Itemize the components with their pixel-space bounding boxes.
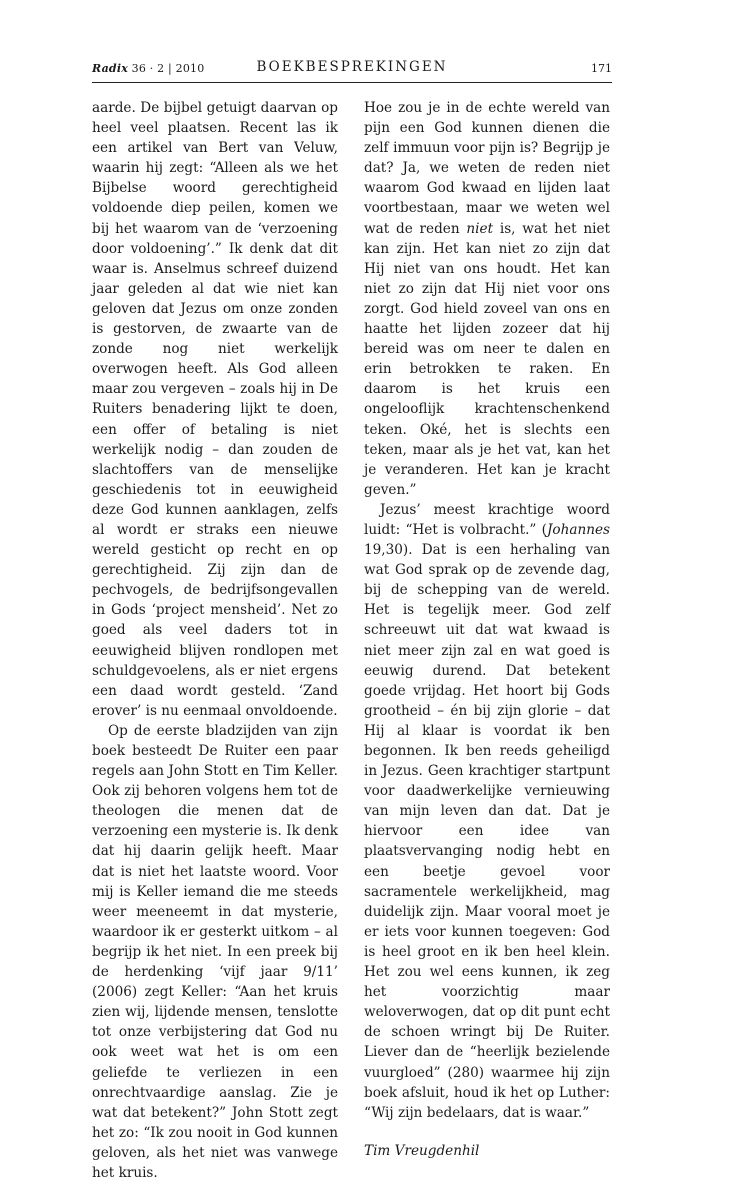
emphasis: niet: [466, 220, 494, 237]
paragraph: aarde. De bijbel getuigt daarvan op heel veel plaatsen. Recent las ik een artikel van Bert van Veluw, waarin hij zegt: “Alleen als we het Bijbelse woord gerechtigheid voldoende diep peilen, komen we bij het waarom van de ‘verzoening door voldoening’.” Ik denk dat dit waar is. Anselmus schreef duizend jaar geleden al dat wie niet kan geloven dat Jezus om onze zonden is gestorven, de zwaarte van de zonde nog niet werkelijk overwogen heeft. Als God alleen maar zou vergeven – zoals hij in De Ruiters benadering lijkt te doen, een offer of betaling is niet werkelijk nodig – dan zouden de slachtoffers van de menselijke geschiedenis tot in eeuwigheid deze God kunnen aanklagen, zelfs al wordt er straks een nieuwe wereld gesticht op recht en op gerechtigheid. Zij zijn dan de pechvogels, de bedrijfsongevallen in Gods ‘project mensheid’. Net zo goed als veel daders tot in eeuwigheid blijven rondlopen met schuldgevoelens, als er niet ergens een daad wordt gesteld. ‘Zand erover’ is nu eenmaal onvoldoende.: [92, 100, 338, 719]
paragraph: [364, 500, 610, 1123]
text-run: 19,30). Dat is een herhaling van wat God sprak op de zevende dag, bij de schepping van de wereld. Het is tegelijk meer. God zelf schreeuwt uit dat wat kwaad is niet meer zijn zal en wat goed is eeuwig durend. Dat betekent goede vrijdag. Het hoort bij Gods grootheid – én bij zijn glorie – dat Hij al klaar is voordat ik ben begonnen. Ik ben reeds geheiligd in Jezus. Geen krachtiger startpunt voor daadwerkelijke vernieuwing van mijn leven dan dat. Dat je hiervoor een idee van plaatsvervanging nodig hebt en een beetje gevoel voor sacramentele werkelijkheid, mag duidelijk zijn. Maar vooral moet je er iets voor kunnen toegeven: God is heel groot en ik ben heel klein. Het zou wel eens kunnen, ik zeg het voorzichtig maar weloverwogen, dat op dit punt echt de schoen wringt bij De Ruiter. Liever dan de “heerlijk bezielende vuurgloed” (280) waarmee hij zijn boek afsluit, houd ik het op Luther: “Wij zijn bedelaars, dat is waar.”: [364, 542, 610, 1121]
emphasis: Johannes: [546, 521, 610, 538]
text-run: is, wat het niet kan zijn. Het kan niet zo zijn dat Hij niet van ons houdt. Het kan niet zo zijn dat Hij niet voor ons zorgt. God hield zoveel van ons en haatte het lijden zozeer dat hij bereid was om neer te dalen en erin betrokken te raken. En daarom is het kruis een ongelooflijk krachtenschenkend teken. Oké, het is slechts een teken, maar als je het vat, kan het je veranderen. Het kan je kracht geven.”: [364, 220, 610, 498]
section-title: BOEKBESPREKINGEN: [256, 59, 448, 75]
header-rule: [92, 82, 612, 83]
journal-name: Radix: [92, 62, 128, 75]
left-column: [92, 98, 338, 1183]
page-number: 171: [591, 62, 612, 75]
paragraph: [364, 98, 610, 500]
author-signature: Tim Vreugdenhil: [364, 1142, 480, 1159]
right-column: [364, 98, 610, 1161]
paragraph: Op de eerste bladzijden van zijn boek besteedt De Ruiter een paar regels aan John Stott en Tim Keller. Ook zij behoren volgens hem tot de theologen die menen dat de verzoening een mysterie is. Ik denk dat hij daarin gelijk heeft. Maar dat is niet het laatste woord. Voor mij is Keller iemand die me steeds weer meeneemt in dat mysterie, waardoor ik er gesterkt uitkom – al begrijp ik het niet. In een preek bij de herdenking ‘vijf jaar 9/11’ (2006) zegt Keller: “Aan het kruis zien wij, lijdende mensen, tenslotte tot onze verbijstering dat God nu ook weet wat het is om een geliefde te verliezen in een onrechtvaardige aanslag. Zie je wat dat betekent?” John Stott zegt het zo: “Ik zou nooit in God kunnen geloven, als het niet was vanwege het kruis.: [92, 722, 338, 1181]
issue-info: 36 · 2 | 2010: [131, 62, 205, 75]
text-run: Hoe zou je in de echte wereld van pijn een God kunnen dienen die zelf immuun voor pijn is? Begrijp je dat? Ja, we weten de reden niet waarom God kwaad en lijden laat voortbestaan, maar we weten wel wat de reden: [364, 100, 610, 237]
text-run: Jezus’ meest krachtige woord luidt: “Het is volbracht.” (: [364, 501, 610, 538]
running-header: [92, 58, 612, 82]
